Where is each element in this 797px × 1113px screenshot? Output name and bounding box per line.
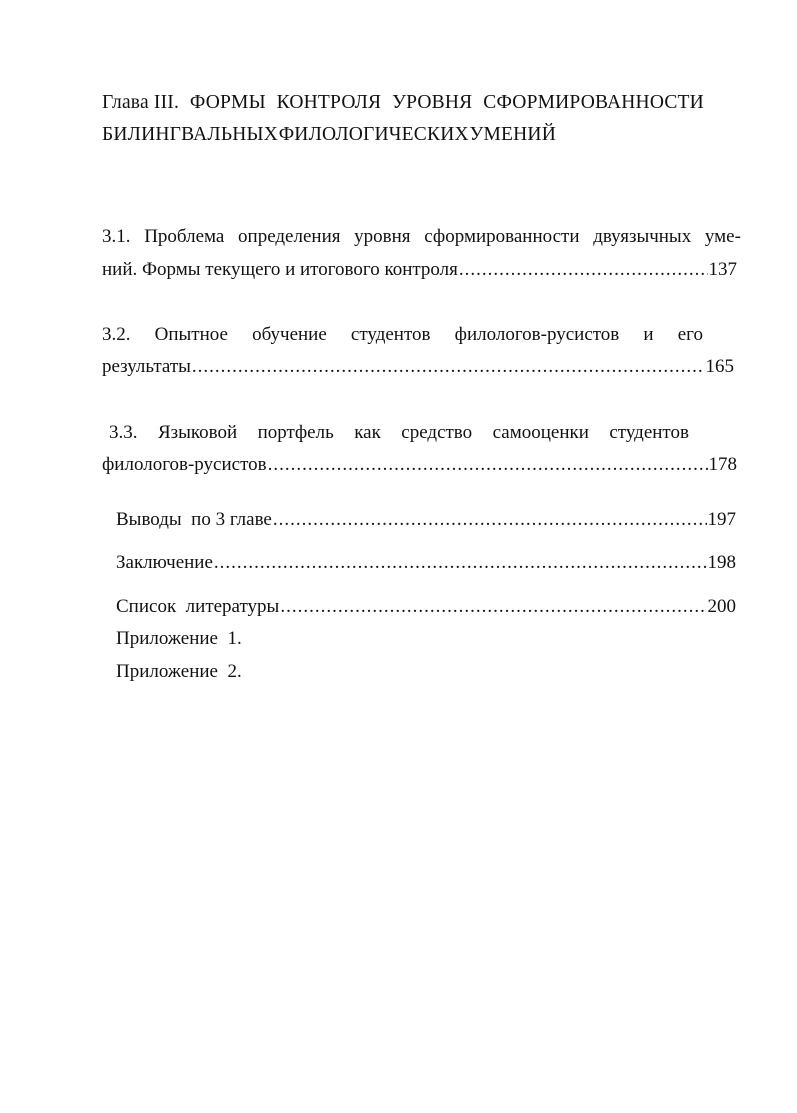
dot-leader	[268, 453, 708, 477]
section-3-1-line-1	[102, 225, 741, 249]
dot-leader	[459, 258, 708, 282]
section-word: его	[677, 324, 703, 345]
section-3-2-line-1	[102, 323, 703, 347]
dot-leader	[214, 551, 707, 575]
dot-leader	[192, 355, 705, 379]
section-title-end: результаты	[102, 356, 191, 377]
page-number: 197	[707, 509, 736, 530]
section-3-3-line-1	[109, 421, 689, 445]
section-word: двуязычных	[593, 226, 692, 247]
toc-entry-label: Список литературы	[116, 596, 280, 617]
section-word: самооценки	[492, 422, 589, 443]
page-number: 178	[708, 454, 737, 475]
section-number: 3.2.	[102, 324, 131, 345]
dot-leader	[280, 595, 706, 619]
section-word: обучение	[252, 324, 327, 345]
section-word: как	[354, 422, 381, 443]
heading-word: ФОРМЫ	[189, 92, 266, 113]
page-number: 137	[708, 259, 737, 280]
dot-leader	[273, 508, 707, 532]
toc-entry-label: Выводы по 3 главе	[116, 509, 272, 530]
heading-word: БИЛИНГВАЛЬНЫХ	[102, 124, 278, 145]
section-word: уме-	[704, 226, 741, 247]
section-word: сформированности	[424, 226, 580, 247]
section-title-end: ний. Формы текущего и итогового контроля	[102, 259, 458, 280]
heading-word: Глава III.	[102, 92, 180, 113]
heading-word: СФОРМИРОВАННОСТИ	[483, 92, 704, 113]
section-title-end: филологов-русистов	[102, 454, 267, 475]
chapter-heading-line-2	[102, 123, 556, 147]
section-word: Языковой	[157, 422, 238, 443]
page-number: 165	[705, 356, 734, 377]
section-word: портфель	[257, 422, 334, 443]
toc-entry-conclusions	[116, 508, 736, 532]
section-3-2-line-2	[102, 355, 734, 379]
appendix-1: Приложение 1.	[116, 628, 242, 649]
appendix-2: Приложение 2.	[116, 661, 242, 682]
section-word: определения	[238, 226, 341, 247]
page-number: 198	[707, 552, 736, 573]
section-number: 3.1.	[102, 226, 131, 247]
toc-entry-label: Заключение	[116, 552, 213, 573]
heading-word: ФИЛОЛОГИЧЕСКИХ	[278, 124, 469, 145]
section-number: 3.3.	[109, 422, 138, 443]
section-word: студентов	[609, 422, 689, 443]
heading-word: КОНТРОЛЯ	[276, 92, 382, 113]
section-word: филологов-русистов	[454, 324, 620, 345]
chapter-heading-line-1	[102, 91, 704, 115]
section-word: Опытное	[154, 324, 228, 345]
section-word: Проблема	[144, 226, 225, 247]
section-word: студентов	[350, 324, 431, 345]
section-3-3-line-2	[102, 453, 737, 477]
section-3-1-line-2	[102, 258, 737, 282]
heading-word: УМЕНИЙ	[469, 124, 556, 145]
page-number: 200	[707, 596, 736, 617]
section-word: и	[643, 324, 654, 345]
heading-word: УРОВНЯ	[392, 92, 473, 113]
toc-entry-bibliography	[116, 595, 736, 619]
section-word: средство	[401, 422, 473, 443]
toc-entry-summary	[116, 551, 736, 575]
section-word: уровня	[354, 226, 411, 247]
